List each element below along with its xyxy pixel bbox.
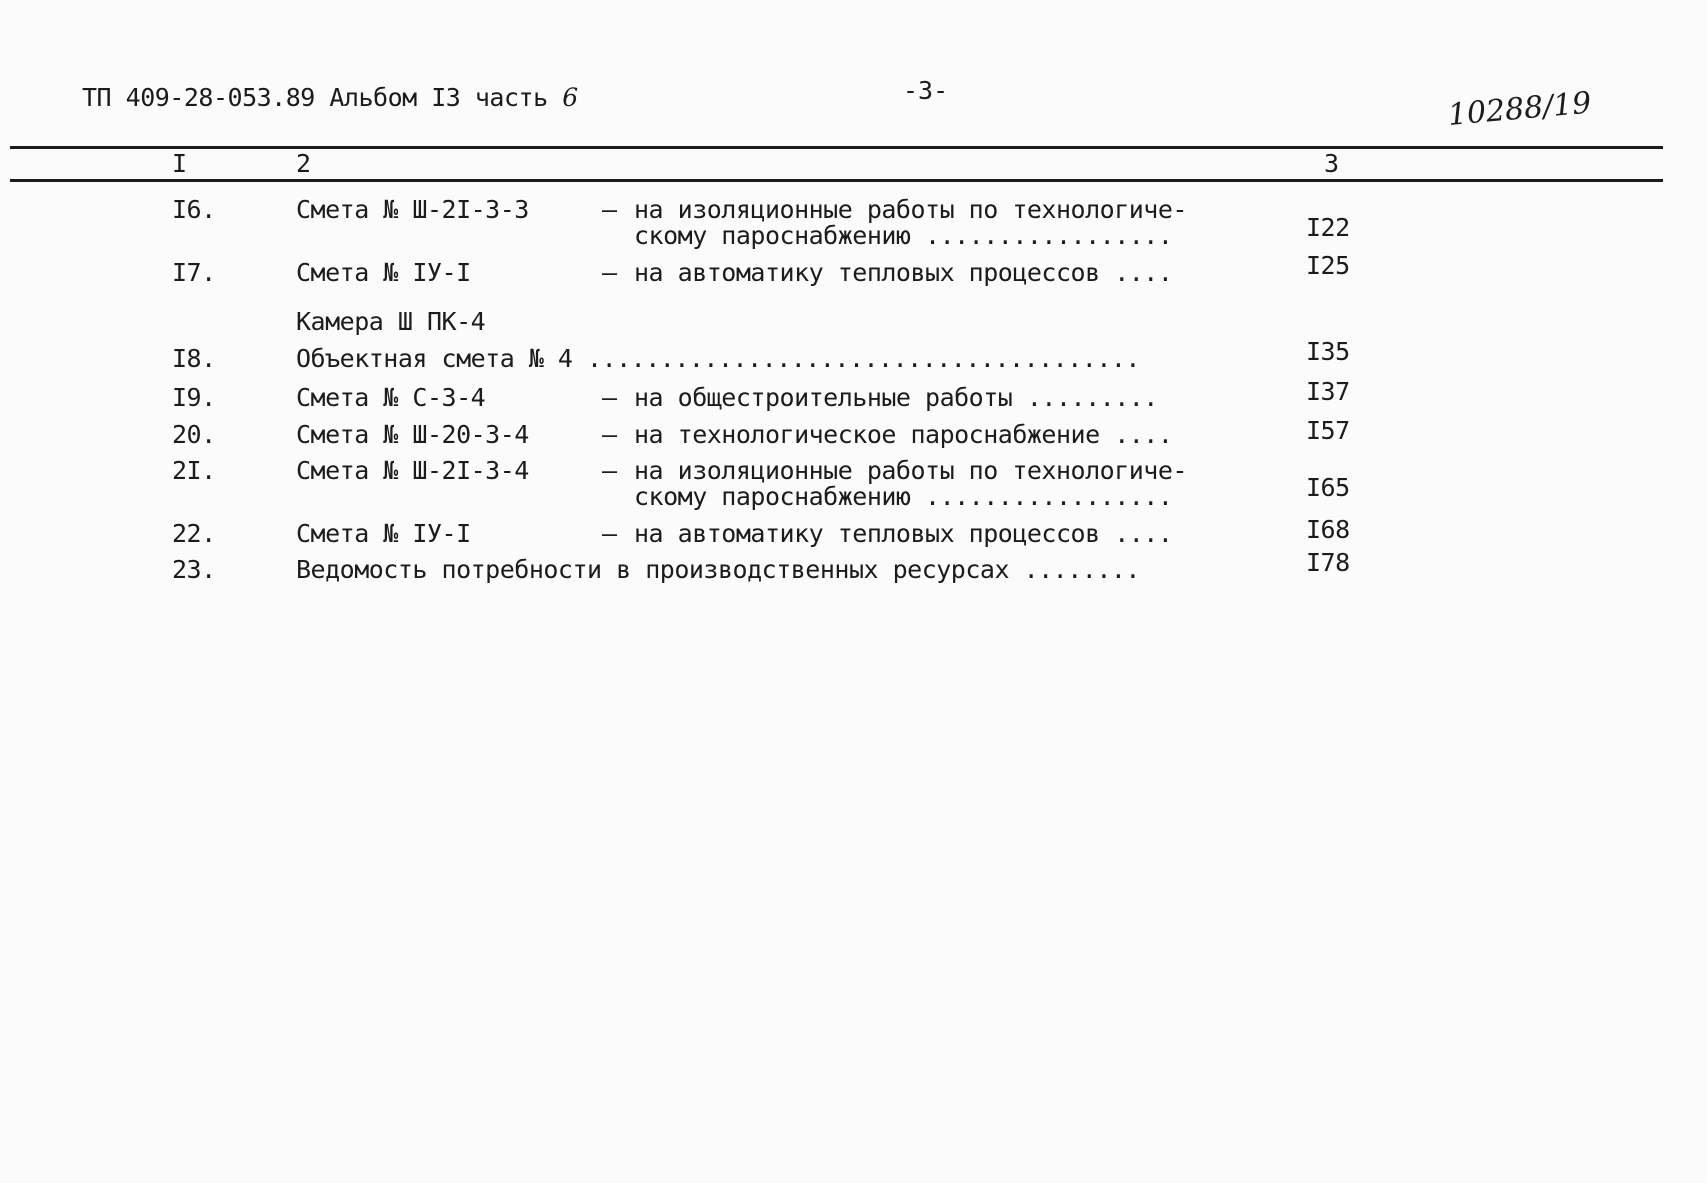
row-page: I78 (1306, 548, 1350, 577)
row-description-line2: скому пароснабжению ................. (634, 221, 1173, 250)
row-dash: – (602, 258, 617, 287)
row-number: I9. (172, 383, 216, 412)
row-page: I68 (1306, 515, 1350, 544)
row-number: 20. (172, 420, 216, 449)
row-name: Смета № Ш-2I-3-3 (296, 195, 529, 224)
document-code-text: ТП 409-28-053.89 Альбом I3 часть (82, 83, 548, 112)
row-name: Смета № С-3-4 (296, 383, 486, 412)
part-number: 6 (562, 83, 578, 112)
row-dash: – (602, 519, 617, 548)
row-description-line1: на автоматику тепловых процессов .... (634, 519, 1173, 548)
column-header-1: I (172, 149, 187, 178)
row-name: Объектная смета № 4 ...................................... (296, 344, 1140, 373)
row-description-line1: на изоляционные работы по технологиче- (634, 195, 1187, 224)
table-top-rule (10, 146, 1663, 149)
row-name: Ведомость потребности в производственных ресурсах ........ (296, 555, 1140, 584)
column-header-2: 2 (296, 149, 311, 178)
row-page: I22 (1306, 213, 1350, 242)
document-code (82, 84, 578, 112)
row-description-line1: на технологическое пароснабжение .... (634, 420, 1173, 449)
row-name: Смета № Ш-20-3-4 (296, 420, 529, 449)
row-name: Смета № IУ-I (296, 258, 471, 287)
row-description-line1: на общестроительные работы ......... (634, 383, 1158, 412)
column-header-3: 3 (1324, 149, 1339, 178)
row-number: 2I. (172, 456, 216, 485)
row-dash: – (602, 456, 617, 485)
row-page: I35 (1306, 337, 1350, 366)
row-dash: – (602, 383, 617, 412)
row-dash: – (602, 195, 617, 224)
row-dash: – (602, 420, 617, 449)
row-number: I7. (172, 258, 216, 287)
row-page: I25 (1306, 251, 1350, 280)
archive-number: 10288/19 (1446, 85, 1593, 133)
row-page: I37 (1306, 377, 1350, 406)
row-page: I57 (1306, 416, 1350, 445)
row-page: I65 (1306, 473, 1350, 502)
row-description-line1: на автоматику тепловых процессов .... (634, 258, 1173, 287)
table-header-rule (10, 179, 1663, 182)
row-number: I6. (172, 195, 216, 224)
row-number: I8. (172, 344, 216, 373)
page-number: -3- (903, 76, 949, 105)
row-name: Смета № Ш-2I-3-4 (296, 456, 529, 485)
row-number: 22. (172, 519, 216, 548)
row-name: Смета № IУ-I (296, 519, 471, 548)
row-description-line2: скому пароснабжению ................. (634, 482, 1173, 511)
row-number: 23. (172, 555, 216, 584)
row-description-line1: на изоляционные работы по технологиче- (634, 456, 1187, 485)
section-title: Камера Ш ПК-4 (296, 307, 486, 336)
